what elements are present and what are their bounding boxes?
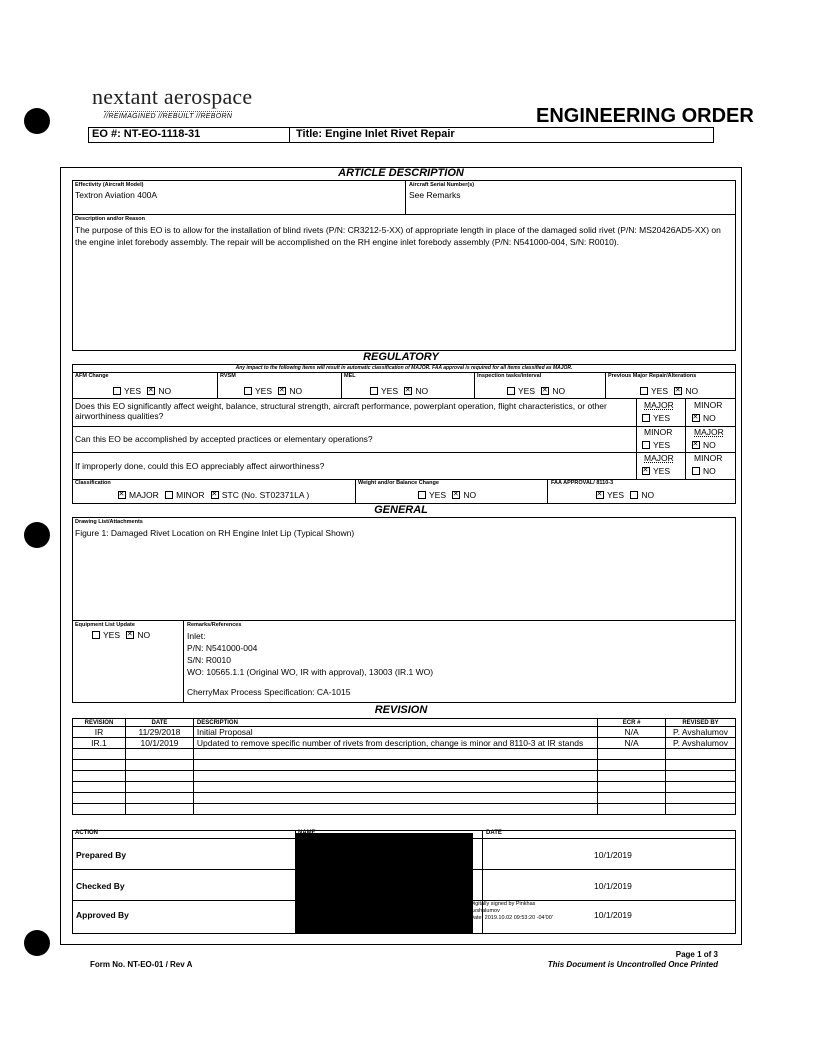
previous-no-label: NO	[685, 386, 699, 396]
faa-no-checkbox[interactable]	[630, 491, 638, 499]
inspection-yes-label: YES	[518, 386, 536, 396]
q2-minor: MINOR	[644, 427, 673, 437]
weight-no-checkbox[interactable]	[452, 491, 460, 499]
digital-signature: Digitally signed by Pinkhas Avshalumov Date: 2019.10.02 09:53:20 -04'00'	[470, 901, 553, 921]
afm-no-label: NO	[158, 386, 172, 396]
equip-yes-checkbox[interactable]	[92, 631, 100, 639]
question-2: Can this EO be accomplished by accepted practices or elementary operations?	[75, 434, 373, 444]
revision-section-title: REVISION	[374, 704, 428, 716]
mel-choice	[370, 386, 428, 396]
description-label: Description and/or Reason	[75, 216, 145, 222]
q3-yes-checkbox[interactable]	[642, 467, 650, 475]
class-minor-checkbox[interactable]	[165, 491, 173, 499]
redacted-names	[295, 833, 473, 934]
rvsm-label: RVSM	[220, 373, 236, 379]
q3-minor: MINOR	[694, 453, 723, 463]
rvsm-no-checkbox[interactable]	[278, 387, 286, 395]
afm-yes-checkbox[interactable]	[113, 387, 121, 395]
q3-major: MAJOR	[644, 453, 674, 463]
afm-no-checkbox[interactable]	[147, 387, 155, 395]
inspection-yes-checkbox[interactable]	[507, 387, 515, 395]
remarks-line-2: P/N: N541000-004	[187, 643, 258, 653]
logo-tagline: //REIMAGINED //REBUILT //REBORN	[104, 113, 233, 120]
classification-label: Classification	[75, 480, 111, 486]
binder-hole-1	[24, 108, 50, 134]
q2-no: ✕ NO	[692, 440, 716, 450]
article-section-title: ARTICLE DESCRIPTION	[338, 167, 464, 179]
approved-by-label: Approved By	[76, 910, 129, 920]
afm-change-label: AFM Change	[75, 373, 109, 379]
q2-no-checkbox[interactable]	[692, 441, 700, 449]
table-row	[73, 782, 736, 793]
impact-note: Any impact to the following items will result in automatic classification of MAJOR. FAA approval is required for all items classified as MAJOR.	[235, 365, 573, 371]
q2-yes-checkbox[interactable]	[642, 441, 650, 449]
remarks-line-1: Inlet:	[187, 631, 206, 641]
weight-yes-checkbox[interactable]	[418, 491, 426, 499]
inspection-choice	[507, 386, 565, 396]
previous-yes-label: YES	[651, 386, 669, 396]
serial-value: See Remarks	[409, 190, 461, 200]
q1-yes-checkbox[interactable]	[642, 414, 650, 422]
serial-label: Aircraft Serial Number(s)	[409, 182, 475, 188]
prepared-date: 10/1/2019	[594, 850, 632, 860]
table-row	[73, 749, 736, 760]
binder-hole-2	[24, 522, 50, 548]
company-logo: nextant aerospace	[92, 84, 253, 109]
equipment-list-label: Equipment List Update	[75, 622, 135, 628]
question-1: Does this EO significantly affect weight, balance, structural strength, aircraft performance, powerplant operation, flight characteristics, or other airworthiness qualities?	[75, 401, 607, 421]
remarks-line-4: WO: 10565.1.1 (Original WO, IR with approval), 13003 (IR.1 WO)	[187, 667, 434, 677]
table-row: IR.1 10/1/2019 Updated to remove specific number of rivets from description, change is minor and 8110-3 at IR stands N/A P. Avshalumov	[73, 738, 736, 749]
mel-yes-checkbox[interactable]	[370, 387, 378, 395]
classification-choice: ✕MAJOR MINOR ✕ STC (No. ST02371LA )	[118, 490, 309, 500]
revision-table	[72, 718, 736, 815]
q3-yes: ✕YES	[642, 466, 670, 476]
inspection-label: Inspection tasks/interval	[477, 373, 542, 379]
table-row	[73, 804, 736, 815]
action-header: ACTION	[75, 830, 98, 836]
inspection-no-checkbox[interactable]	[541, 387, 549, 395]
q3-no-checkbox[interactable]	[692, 467, 700, 475]
mel-yes-label: YES	[381, 386, 399, 396]
prepared-by-label: Prepared By	[76, 850, 127, 860]
faa-approval-choice: ✕YES NO	[596, 490, 654, 500]
previous-repair-label: Previous Major Repair/Alterations	[608, 373, 697, 379]
document-type: ENGINEERING ORDER	[536, 105, 754, 127]
checked-date: 10/1/2019	[594, 881, 632, 891]
q2-yes: YES	[642, 440, 670, 450]
article-box	[72, 180, 736, 351]
remarks-line-5: CherryMax Process Specification: CA-1015	[187, 687, 351, 697]
q1-minor: MINOR	[694, 400, 723, 410]
mel-no-checkbox[interactable]	[404, 387, 412, 395]
uncontrolled-notice: This Document is Uncontrolled Once Printed	[547, 960, 718, 969]
afm-yes-label: YES	[124, 386, 142, 396]
previous-repair-choice	[640, 386, 698, 396]
remarks-line-3: S/N: R0010	[187, 655, 231, 665]
mel-no-label: NO	[415, 386, 429, 396]
q1-no-checkbox[interactable]	[692, 414, 700, 422]
weight-balance-choice: YES ✕ NO	[418, 490, 476, 500]
faa-approval-label: FAA APPROVAL/ 8110-3	[551, 480, 614, 486]
checked-by-label: Checked By	[76, 881, 125, 891]
q1-major: MAJOR	[644, 400, 674, 410]
drawing-list-value: Figure 1: Damaged Rivet Location on RH Engine Inlet Lip (Typical Shown)	[75, 528, 355, 538]
rvsm-choice	[244, 386, 302, 396]
page-number: Page 1 of 3	[675, 950, 718, 959]
previous-yes-checkbox[interactable]	[640, 387, 648, 395]
remarks-label: Remarks/References	[187, 622, 242, 628]
q3-no: NO	[692, 466, 716, 476]
faa-yes-checkbox[interactable]	[596, 491, 604, 499]
previous-no-checkbox[interactable]	[674, 387, 682, 395]
revision-header-row: REVISION DATE DESCRIPTION ECR # REVISED BY	[73, 719, 736, 727]
equipment-list-choice: YES ✕ NO	[92, 630, 150, 640]
general-section-title: GENERAL	[374, 504, 428, 516]
rvsm-yes-checkbox[interactable]	[244, 387, 252, 395]
class-stc-checkbox[interactable]	[211, 491, 219, 499]
table-row	[73, 771, 736, 782]
effectivity-value: Textron Aviation 400A	[75, 190, 158, 200]
eo-title: Title: Engine Inlet Rivet Repair	[296, 128, 455, 140]
rvsm-yes-label: YES	[255, 386, 273, 396]
binder-hole-3	[24, 930, 50, 956]
inspection-no-label: NO	[552, 386, 566, 396]
q1-no: ✕ NO	[692, 413, 716, 423]
eo-number: EO #: NT-EO-1118-31	[92, 128, 201, 140]
question-3: If improperly done, could this EO appreciably affect airworthiness?	[75, 461, 325, 471]
rvsm-no-label: NO	[289, 386, 303, 396]
approved-date: 10/1/2019	[594, 910, 632, 920]
drawing-list-label: Drawing List/Attachments	[75, 519, 143, 525]
class-major-checkbox[interactable]	[118, 491, 126, 499]
table-row: IR 11/29/2018 Initial Proposal N/A P. Avshalumov	[73, 727, 736, 738]
date-header: DATE	[486, 830, 502, 836]
table-row	[73, 760, 736, 771]
regulatory-section-title: REGULATORY	[363, 351, 439, 363]
table-row	[73, 793, 736, 804]
afm-change-choice	[113, 386, 171, 396]
form-number: Form No. NT-EO-01 / Rev A	[90, 960, 193, 969]
description-value: The purpose of this EO is to allow for the installation of blind rivets (P/N: CR3212-5-XX) of appropriate length in place of the damaged solid rivet (P/N: MS20426AD5-XX) on the engine inlet forebody assembly. The repair will be accomplished on the RH engine inlet forebody assembly (P/N: N541000-004, S/N: R0010).	[75, 225, 721, 247]
effectivity-label: Effectivity (Aircraft Model)	[75, 182, 144, 188]
equip-no-checkbox[interactable]	[126, 631, 134, 639]
q1-yes: YES	[642, 413, 670, 423]
weight-balance-label: Weight and/or Balance Change	[358, 480, 439, 486]
q2-major: MAJOR	[694, 427, 724, 437]
mel-label: MEL	[344, 373, 356, 379]
